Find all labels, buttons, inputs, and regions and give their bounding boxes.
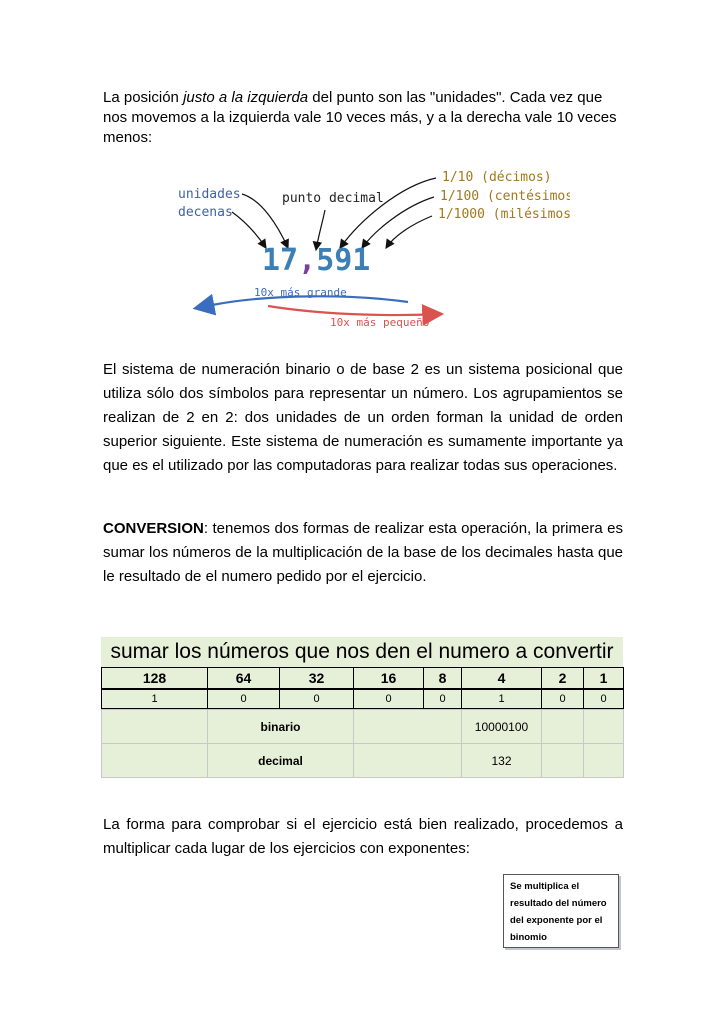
note-line: del exponente por el xyxy=(510,915,603,926)
bit-cell: 0 xyxy=(208,690,280,709)
note-line: binomio xyxy=(510,932,547,943)
weight-cell: 2 xyxy=(542,668,584,689)
decimal-value: 132 xyxy=(462,744,542,778)
note-box xyxy=(503,874,619,948)
binary-label: binario xyxy=(208,710,354,744)
thousandths-arrow xyxy=(386,216,432,248)
tenths-arrow xyxy=(340,178,436,248)
weight-cell: 32 xyxy=(280,668,354,689)
svg-text:17,591 xyxy=(262,243,370,278)
conversion-text: : tenemos dos formas de realizar esta operación, la primera es sumar los números de la multiplicación de la base de los decimales hasta que le resultado de el numero pedido por el ejercicio. xyxy=(103,520,623,585)
intro-italic-text: justo a la izquierda xyxy=(183,89,309,106)
tens-label: decenas xyxy=(178,205,233,220)
number-integer: 17 xyxy=(262,243,299,278)
bit-cell: 0 xyxy=(542,690,584,709)
bit-cell: 1 xyxy=(462,690,542,709)
note-line: Se multiplica el xyxy=(510,881,580,892)
weight-cell: 1 xyxy=(584,668,624,689)
intro-text-start: La posición xyxy=(103,89,184,106)
empty-cell xyxy=(102,744,208,778)
bigger-label: 10x más grande xyxy=(254,286,347,299)
decimal-point-label: punto decimal xyxy=(282,191,384,206)
weight-cell: 16 xyxy=(354,668,424,689)
weight-cell: 4 xyxy=(462,668,542,689)
bit-cell: 0 xyxy=(280,690,354,709)
binary-system-paragraph: El sistema de numeración binario o de base 2 es un sistema posicional que utiliza sólo dos símbolos para representar un número. Los agrupamientos se realizan de 2 en 2: dos unidades de un orden forman la unidad de orden superior siguiente. Este sistema de numeración es sumamente importante ya que es el utilizado por las computadoras para realizar todas sus operaciones. xyxy=(103,361,623,474)
decimal-place-diagram xyxy=(150,166,570,341)
conversion-paragraph xyxy=(103,517,623,589)
decimal-label: decimal xyxy=(208,744,354,778)
empty-cell xyxy=(102,710,208,744)
empty-cell xyxy=(542,710,584,744)
number-comma: , xyxy=(298,243,317,278)
tens-arrow xyxy=(232,212,266,248)
bit-cell: 1 xyxy=(102,690,208,709)
empty-cell xyxy=(584,710,624,744)
intro-paragraph xyxy=(103,88,623,148)
bits-row xyxy=(101,689,624,709)
units-label: unidades xyxy=(178,187,241,202)
smaller-arrow xyxy=(268,306,442,315)
check-paragraph: La forma para comprobar si el ejercicio está bien realizado, procedemos a multiplicar cada lugar de los ejercicios con exponentes: xyxy=(103,816,623,857)
binary-value: 10000100 xyxy=(462,710,542,744)
hundredths-label: 1/100 (centésimos) xyxy=(440,189,570,204)
smaller-label: 10x más pequeño xyxy=(330,316,430,329)
intro-text-end: del punto son las "unidades". Cada vez que nos movemos a la izquierda vale 10 veces más, y a la derecha vale 10 veces menos: xyxy=(103,89,617,146)
empty-cell xyxy=(542,744,584,778)
weight-cell: 64 xyxy=(208,668,280,689)
number-fraction: 591 xyxy=(316,243,371,278)
bit-cell: 0 xyxy=(354,690,424,709)
empty-cell xyxy=(584,744,624,778)
weight-cell: 8 xyxy=(424,668,462,689)
bit-cell: 0 xyxy=(424,690,462,709)
bit-cell: 0 xyxy=(584,690,624,709)
conversion-label: CONVERSION xyxy=(103,520,204,537)
thousandths-label: 1/1000 (milésimos) xyxy=(438,207,570,222)
empty-cell xyxy=(354,744,462,778)
empty-cell xyxy=(354,710,462,744)
table-title: sumar los números que nos den el numero a convertir xyxy=(110,640,614,663)
results-table xyxy=(101,709,624,778)
weights-row xyxy=(101,667,624,689)
weight-cell: 128 xyxy=(102,668,208,689)
note-line: resultado del número xyxy=(510,898,607,909)
tenths-label: 1/10 (décimos) xyxy=(442,170,552,185)
conversion-table xyxy=(101,637,623,777)
